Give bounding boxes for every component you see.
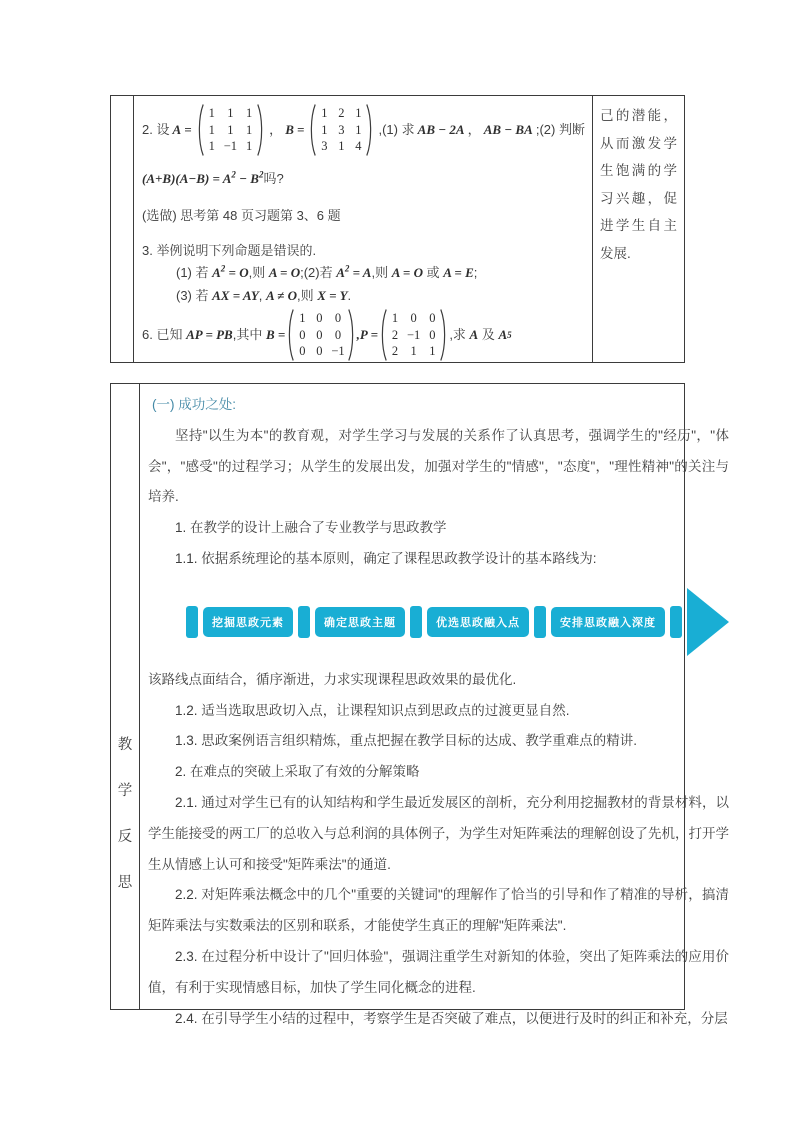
flow-step-4: [551, 607, 665, 637]
optional-exercise-note: [142, 206, 585, 226]
left-paren-icon: [197, 103, 204, 157]
reflection-table: [110, 383, 729, 1026]
problem-3-title-text: 3. 举例说明下列命题是错误的.: [142, 243, 317, 258]
left-paren-icon: [380, 308, 387, 362]
right-paren-icon: [257, 103, 264, 157]
flow-step-4-label: 安排思政融入深度: [560, 616, 656, 629]
margin-note-cell: [592, 96, 684, 362]
reflection-item-1-2: 1.2. 适当选取思政切入点，让课程知识点到思政点的过渡更显自然.: [175, 702, 570, 718]
flow-step-1-label: 挖掘思政元素: [212, 616, 284, 629]
flow-step-2-label: 确定思政主题: [324, 616, 396, 629]
problem-2-line: 2. 设 A = 1 1 1 1 1 1 1 −1 1 ， B = 1 2 1 1 3 1 3 1 4 ,(1) 求 AB − 2A ， AB − BA ;(2) 判断: [142, 101, 585, 159]
flow-step-3-label: 优选思政融入点: [436, 616, 520, 629]
reflection-item-1: 1. 在教学的设计上融合了专业教学与思政教学: [175, 520, 447, 536]
problem-2-question: $(A+B)(A-B) = A^2 - B^2$吗?: [142, 169, 284, 186]
flow-diagram: [186, 587, 729, 657]
right-paren-icon: [440, 308, 447, 362]
flow-connector: [186, 606, 198, 638]
exercise-cell: [133, 96, 592, 362]
left-paren-icon: [309, 103, 316, 157]
reflection-paragraph-intro: 坚持"以生为本"的教育观，对学生学习与发展的关系作了认真思考，强调学生的"经历"，"体会"，"感受"的过程学习；从学生的发展出发，加强对学生的"情感"，"态度"，"理性精神"的关注与培养.: [148, 427, 729, 505]
reflection-item-2: 2. 在难点的突破上采取了有效的分解策略: [175, 764, 420, 780]
left-paren-icon: [287, 308, 294, 362]
matrix-entries: 1 0 0 2 −1 0 2 1 1: [391, 311, 436, 359]
flow-step-2: [315, 607, 405, 637]
reflection-item-2-4: 2.4. 在引导学生小结的过程中，考察学生是否突破了难点，以便进行及时的纠正和补充，分层: [175, 1010, 728, 1026]
matrix-entries: 1 0 0 0 0 0 0 0 −1: [299, 311, 345, 359]
row-header-vertical-text: 教学反思: [117, 737, 133, 891]
matrix-entries: 1 1 1 1 1 1 1 −1 1: [208, 106, 253, 154]
reflection-cell: [139, 384, 739, 1026]
right-paren-icon: [348, 308, 355, 362]
reflection-item-2-1: 2.1. 通过对学生已有的认知结构和学生最近发展区的剖析，充分利用挖掘教材的背景材料，以学生能接受的两工厂的总收入与总利润的具体例子，为学生对矩阵乘法的理解创设了先机，打开学生从情感上认可和接受"矩阵乘法"的通道.: [148, 794, 729, 872]
reflection-item-2-2: 2.2. 对矩阵乘法概念中的几个"重要的关键词"的理解作了恰当的引导和作了精准的导析，搞清矩阵乘法与实数乘法的区别和联系，才能使学生真正的理解"矩阵乘法".: [148, 887, 729, 934]
problem-3-item-3: (3) 若 AX = AY, A ≠ O,则 X = Y.: [176, 288, 352, 303]
flow-step-1: [203, 607, 293, 637]
flow-step-3: [427, 607, 529, 637]
row-header-cell: [111, 384, 139, 1009]
flow-connector: [534, 606, 546, 638]
margin-note: 己的潜能，从而激发学生饱满的学习兴趣，促进学生自主发展.: [600, 108, 677, 261]
matrix: [309, 103, 373, 157]
exercise-table: [110, 95, 685, 363]
matrix: [197, 103, 264, 157]
optional-exercise-note-text: (选做) 思考第 48 页习题第 3、6 题: [142, 208, 341, 223]
reflection-item-1-1: 1.1. 依据系统理论的基本原则，确定了课程思政教学设计的基本路线为:: [175, 550, 597, 566]
flow-connector: [298, 606, 310, 638]
matrix: [287, 308, 354, 362]
problem-3-item-1-2: (1) 若 $A^2 = O$,则 A = O;(2)若 $A^2 = A$,则 A = O 或 A = E;: [176, 263, 478, 280]
matrix-entries: 1 2 1 1 3 1 3 1 4: [321, 106, 362, 154]
flow-connector: [410, 606, 422, 638]
section-heading: (一) 成功之处:: [152, 397, 236, 412]
arrow-right-icon: [687, 588, 729, 656]
problem-6-line: 6. 已知 AP = PB ,其中 B = 1 0 0 0 0 0 0 0 −1 ,P = 1 0 0 2 −1 0 2 1 1 ,求 A 及 A 5: [142, 307, 585, 363]
matrix: [380, 308, 447, 362]
right-paren-icon: [366, 103, 373, 157]
reflection-item-2-3: 2.3. 在过程分析中设计了"回归体验"，强调注重学生对新知的体验，突出了矩阵乘法的应用价值，有利于实现情感目标，加快了学生同化概念的进程.: [148, 948, 729, 995]
empty-left-column: [111, 96, 133, 362]
reflection-paragraph-route: 该路线点面结合，循序渐进，力求实现课程思政效果的最优化.: [148, 671, 517, 687]
reflection-item-1-3: 1.3. 思政案例语言组织精炼，重点把握在教学目标的达成、教学重难点的精讲.: [175, 733, 638, 749]
problem-3-title: [142, 241, 585, 261]
flow-connector: [670, 606, 682, 638]
